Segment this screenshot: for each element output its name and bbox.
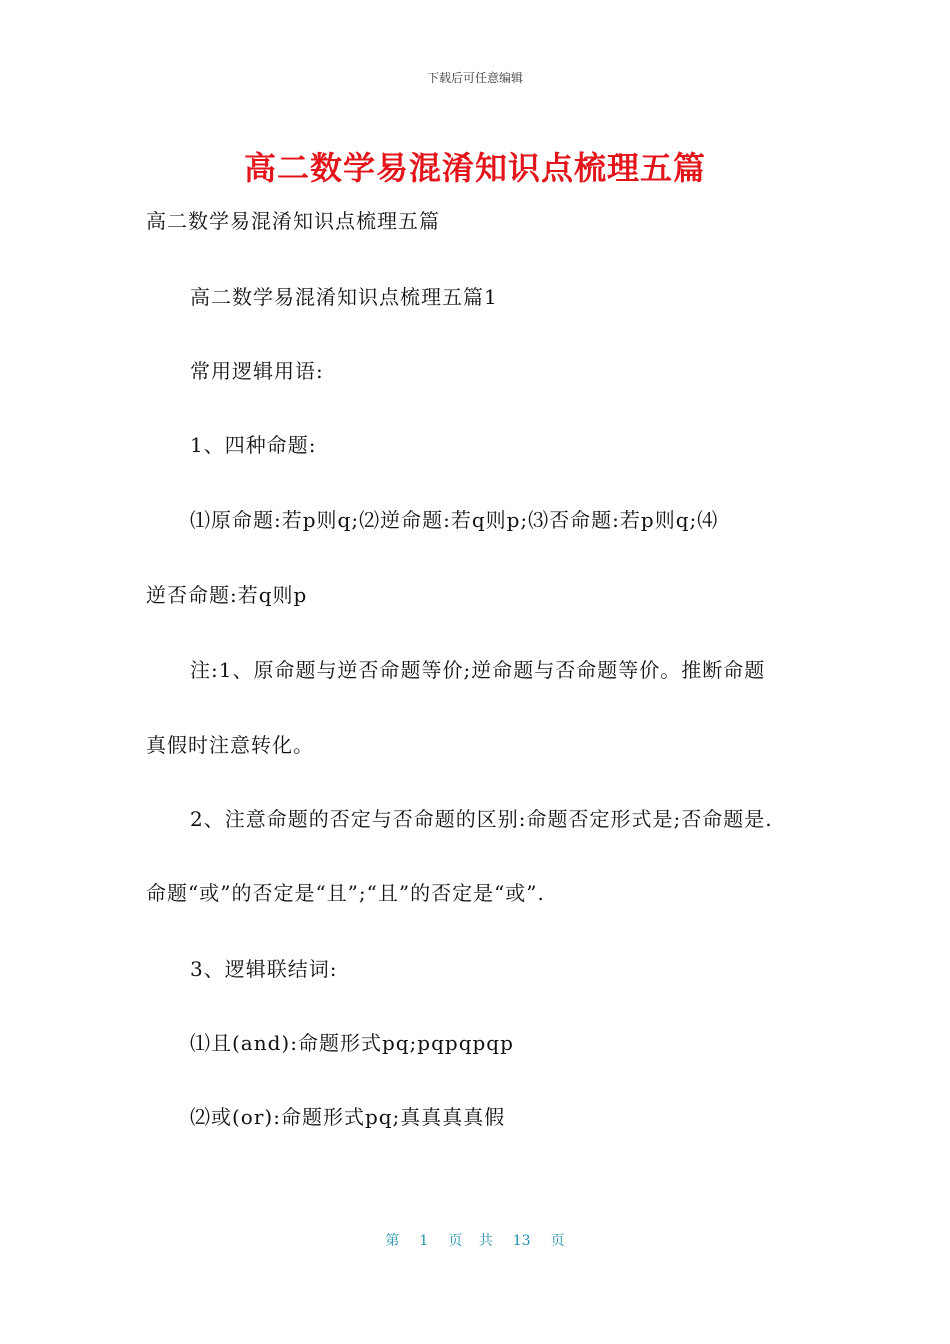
- paragraph-and: ⑴且(and):命题形式pq;pqpqpqp: [190, 1031, 514, 1055]
- footer-total-pages: 13: [512, 1233, 531, 1249]
- paragraph-section-heading: 高二数学易混淆知识点梳理五篇1: [190, 285, 498, 309]
- page-footer: [0, 1230, 950, 1250]
- paragraph-topic: 常用逻辑用语:: [190, 359, 324, 383]
- paragraph-item-3: 3、逻辑联结词:: [190, 957, 338, 981]
- paragraph-item-2: 2、注意命题的否定与否命题的区别:命题否定形式是;否命题是.: [190, 807, 773, 831]
- footer-prefix: 第: [385, 1233, 400, 1249]
- paragraph-four-propositions: ⑴原命题:若p则q;⑵逆命题:若q则p;⑶否命题:若p则q;⑷: [190, 508, 719, 532]
- paragraph-four-propositions-cont: 逆否命题:若q则p: [146, 583, 308, 607]
- paragraph-item-1: 1、四种命题:: [190, 433, 317, 457]
- footer-suffix: 页: [550, 1233, 565, 1249]
- header-note: 下载后可任意编辑: [426, 71, 523, 85]
- footer-page-number: 1: [419, 1233, 429, 1249]
- paragraph-or: ⑵或(or):命题形式pq;真真真真假: [190, 1105, 506, 1129]
- paragraph-note-cont: 真假时注意转化。: [146, 733, 314, 757]
- paragraph-note: 注:1、原命题与逆否命题等价;逆命题与否命题等价。推断命题: [190, 658, 766, 682]
- paragraph-item-2-cont: 命题“或”的否定是“且”;“且”的否定是“或”.: [146, 881, 545, 905]
- footer-middle: 页 共: [448, 1233, 493, 1249]
- document-title: 高二数学易混淆知识点梳理五篇: [243, 149, 706, 187]
- paragraph-subtitle: 高二数学易混淆知识点梳理五篇: [146, 209, 440, 233]
